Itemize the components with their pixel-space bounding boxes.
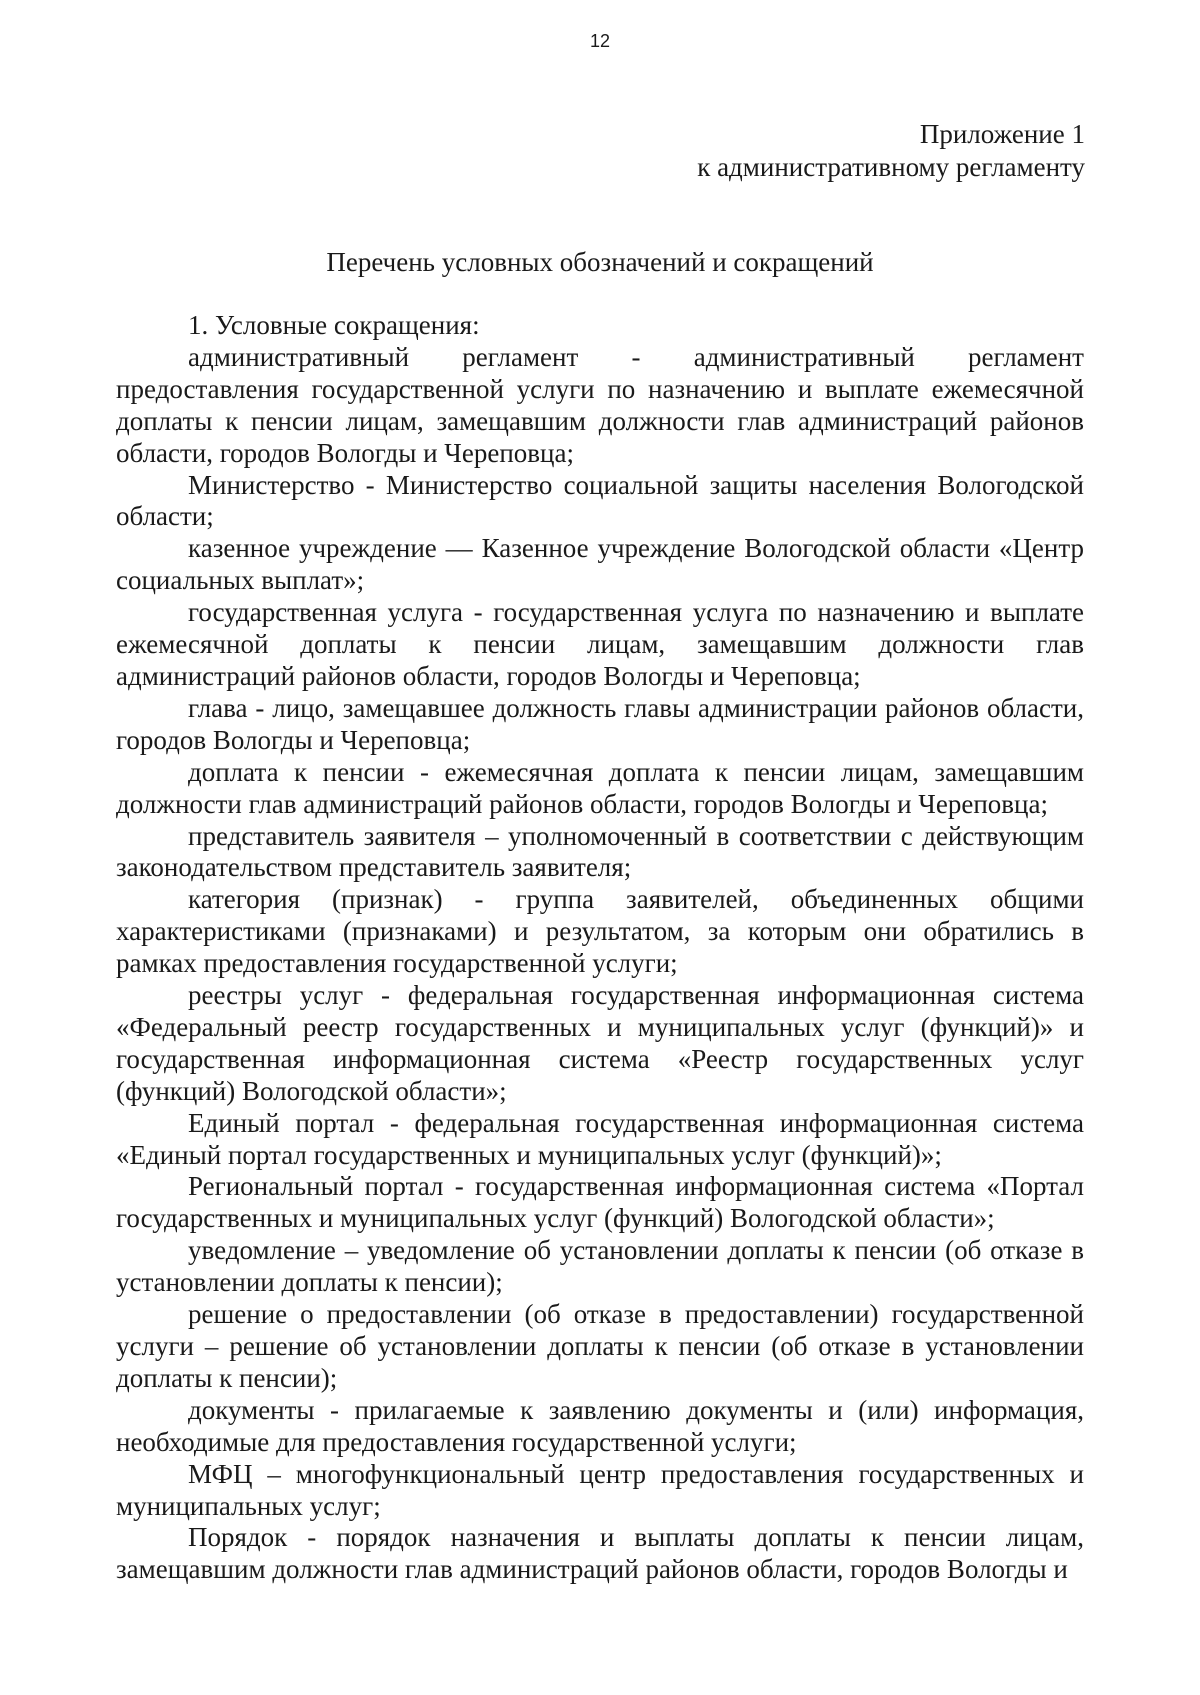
definition-head: глава - лицо, замещавшее должность главы администрации районов области, городов Вологды и Череповца;: [116, 692, 1084, 755]
appendix-header: [697, 118, 1085, 184]
definition-category: категория (признак) - группа заявителей, объединенных общими характеристиками (признаками) и результатом, за которым они обратились в рамках предоставления государственной услуги;: [116, 884, 1084, 979]
section-heading: 1. Условные сокращения:: [188, 310, 480, 340]
appendix-label: Приложение 1: [919, 119, 1085, 149]
definition-regional-portal: Региональный портал - государственная информационная система «Портал государственных и муниципальных услуг (функций) Вологодской области»;: [116, 1171, 1084, 1234]
definition-pension-supplement: доплата к пенсии - ежемесячная доплата к пенсии лицам, замещавшим должности глав администраций районов области, городов Вологды и Череповца;: [116, 756, 1084, 819]
definition-administrative-regulation: административный регламент - административный регламент предоставления государственной услуги по назначению и выплате ежемесячной доплаты к пенсии лицам, замещавшим должности глав администраций районов области, городов Вологды и Череповца;: [116, 341, 1084, 468]
document-body: [116, 310, 1084, 1586]
definition-notification: уведомление – уведомление об установлении доплаты к пенсии (об отказе в установлении доплаты к пенсии);: [116, 1235, 1084, 1298]
definition-mfc: МФЦ – многофункциональный центр предоставления государственных и муниципальных услуг;: [116, 1458, 1084, 1521]
definition-ministry: Министерство - Министерство социальной защиты населения Вологодской области;: [116, 469, 1084, 532]
appendix-reference: к административному регламенту: [697, 152, 1085, 182]
definition-applicant-representative: представитель заявителя – уполномоченный в соответствии с действующим законодательством представитель заявителя;: [116, 820, 1084, 883]
definition-service-registries: реестры услуг - федеральная государственная информационная система «Федеральный реестр государственных и муниципальных услуг (функций)» и государственная информационная система «Реестр государственных услуг (функций) Вологодской области»;: [116, 980, 1084, 1106]
definition-state-service: государственная услуга - государственная услуга по назначению и выплате ежемесячной доплаты к пенсии лицам, замещавшим должности глав администраций районов области, городов Вологды и Череповца;: [116, 597, 1084, 691]
definition-decision: решение о предоставлении (об отказе в предоставлении) государственной услуги – решение об установлении доплаты к пенсии (об отказе в установлении доплаты к пенсии);: [116, 1299, 1084, 1393]
definition-documents: документы - прилагаемые к заявлению документы и (или) информация, необходимые для предоставления государственной услуги;: [116, 1394, 1084, 1457]
definition-state-institution: казенное учреждение — Казенное учреждение Вологодской области «Центр социальных выплат»;: [116, 533, 1084, 596]
document-title: Перечень условных обозначений и сокращений: [326, 247, 874, 277]
page-number: 12: [589, 31, 611, 51]
definition-procedure: Порядок - порядок назначения и выплаты доплаты к пенсии лицам, замещавшим должности глав администраций районов области, городов Вологды и: [116, 1522, 1084, 1585]
definition-unified-portal: Единый портал - федеральная государственная информационная система «Единый портал государственных и муниципальных услуг (функций)»;: [116, 1107, 1084, 1170]
